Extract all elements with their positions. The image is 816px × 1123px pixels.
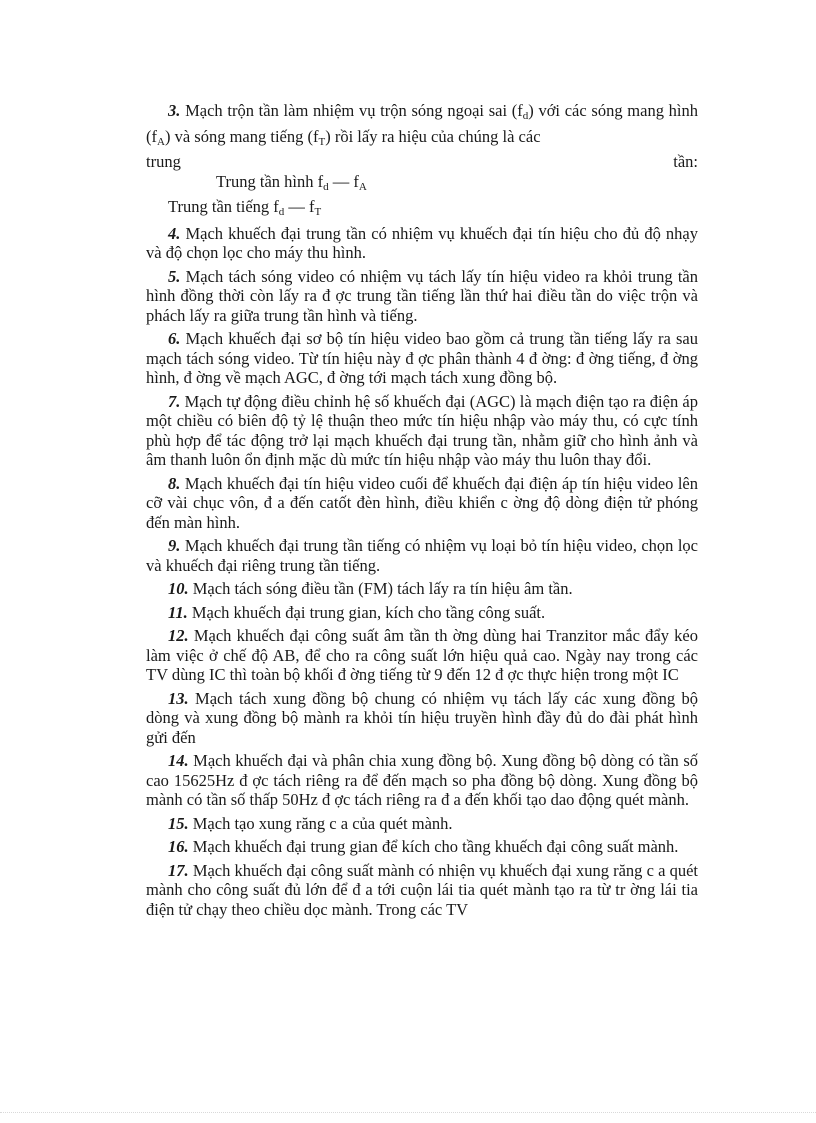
item-number: 9. — [168, 536, 181, 555]
item-number: 6. — [168, 329, 181, 348]
item-16 — [146, 837, 698, 857]
item-text: Mạch khuếch đại trung gian, kích cho tầng công suất. — [191, 602, 546, 622]
item-number: 10. — [168, 579, 189, 598]
item-9 — [146, 536, 698, 575]
item-4 — [146, 224, 698, 263]
item-text: Mạch tạo xung răng c a của quét mành. — [192, 813, 453, 833]
item-13 — [146, 689, 698, 748]
item-number: 7. — [168, 391, 181, 411]
item-3 — [146, 101, 698, 152]
item-number: 8. — [168, 473, 181, 493]
item-number: 16. — [168, 837, 189, 856]
item-number: 13. — [168, 688, 189, 708]
item-text: Mạch khuếch đại sơ bộ tín hiệu video bao gồm cả trung tần tiếng lấy ra sau mạch tách sóng video. Từ tín hiệu này đ ợc phân thành 4 đ ờng: đ ờng tiếng, đ ờng hình, đ ờng về mạch AGC, đ ờng tới mạch tách xung đồng bộ. — [146, 329, 698, 387]
item-number: 11. — [168, 602, 188, 622]
item-text: Mạch khuếch đại công suất mành có nhiện vụ khuếch đại xung răng c a quét mành cho công suất đủ lớn để đ a tới cuộn lái tia quét mành tạo ra từ tr ờng lái tia điện tử chạy theo chiều dọc mành. Trong các TV — [146, 860, 699, 919]
formula-picture-if: Trung tần hình $f_d$ — $f_A$ — [216, 171, 367, 193]
item-15 — [146, 814, 698, 834]
item-6 — [146, 329, 698, 388]
item-17 — [146, 861, 698, 920]
item-3-tail — [146, 152, 698, 172]
item-text: Mạch khuếch đại và phân chia xung đồng bộ. Xung đồng bộ dòng có tần số cao 15625Hz đ ợc tách riêng ra để đến mạch so pha đồng bộ dòng. Xung đồng bộ mành có tần số thấp 50Hz đ ợc tách riêng ra đ a đến khối tạo dao động quét mành. — [146, 751, 698, 809]
document-body — [146, 101, 698, 923]
item-number: 5. — [168, 266, 181, 286]
item-8 — [146, 474, 698, 533]
item-12 — [146, 626, 698, 685]
item-text: Mạch tự động điều chỉnh hệ số khuếch đại (AGC) là mạch điện tạo ra điện áp một chiều có biên độ tỷ lệ thuận theo mức tín hiệu nhập vào máy thu, có cực tính phù hợp để tác động trở lại mạch khuếch đại trung tần, nhằm giữ cho hình ảnh và âm thanh luôn ổn định mặc dù mức tín hiệu nhập vào máy thu luôn thay đổi. — [146, 391, 699, 469]
item-5 — [146, 267, 698, 326]
page-edge-divider — [0, 1112, 816, 1113]
item-text: Mạch khuếch đại trung gian để kích cho tầng khuếch đại công suất mành. — [192, 837, 679, 856]
item-text: Mạch tách xung đồng bộ chung có nhiệm vụ tách lấy các xung đồng bộ dòng và xung đồng bộ mành ra khỏi tín hiệu truyền hình đầy đủ do đài phát hình gửi đến — [146, 688, 698, 747]
item-3-tail-right: tần: — [673, 152, 698, 171]
item-14 — [146, 751, 698, 810]
item-number: 14. — [168, 751, 189, 770]
item-text: Mạch trộn tần làm nhiệm vụ trộn sóng ngoại sai $(f_d)$ với các sóng mang hình $(f_A)$ và sóng mang tiếng $(f_T)$ rồi lấy ra hiệu của chúng là các — [146, 101, 699, 148]
item-text: Mạch tách sóng video có nhiệm vụ tách lấy tín hiệu video ra khỏi trung tần hình đồng thời còn lấy ra đ ợc trung tần tiếng lần thứ hai điều tần do việc trộn và phách lấy ra giữa trung tần hình và tiếng. — [146, 266, 698, 325]
formula-sound-if: Trung tần tiếng $f_d$ — $f_T$ — [168, 196, 322, 218]
item-text: Mạch khuếch đại tín hiệu video cuối để khuếch đại điện áp tín hiệu video lên cỡ vài chục vôn, đ a đến catốt đèn hình, điều khiển c ờng độ dòng điện tử phóng đến màn hình. — [146, 473, 699, 532]
item-number: 4. — [168, 223, 181, 243]
item-text: Mạch khuếch đại trung tần có nhiệm vụ khuếch đại tín hiệu cho đủ độ nhạy và độ chọn lọc cho máy thu hình. — [146, 223, 699, 262]
item-text: Mạch khuếch đại trung tần tiếng có nhiệm vụ loại bỏ tín hiệu video, chọn lọc và khuếch đại riêng trung tần tiếng. — [146, 536, 699, 575]
item-7 — [146, 392, 698, 470]
item-number: 12. — [168, 626, 189, 645]
item-3-tail-left: trung — [146, 152, 181, 171]
item-number: 17. — [168, 860, 189, 880]
item-text: Mạch tách sóng điều tần (FM) tách lấy ra tín hiệu âm tần. — [192, 579, 573, 598]
item-11 — [146, 603, 698, 623]
item-text: Mạch khuếch đại công suất âm tần th ờng dùng hai Tranzitor mắc đẩy kéo làm việc ở chế độ AB, để cho ra công suất lớn hiệu quả cao. Ngày nay trong các TV dùng IC thì toàn bộ khối đ ờng tiếng từ 9 đến 12 đ ợc thực hiện trong một IC — [146, 626, 698, 684]
item-10 — [146, 579, 698, 599]
item-number: 15. — [168, 813, 189, 833]
item-number: 3. — [168, 101, 181, 120]
